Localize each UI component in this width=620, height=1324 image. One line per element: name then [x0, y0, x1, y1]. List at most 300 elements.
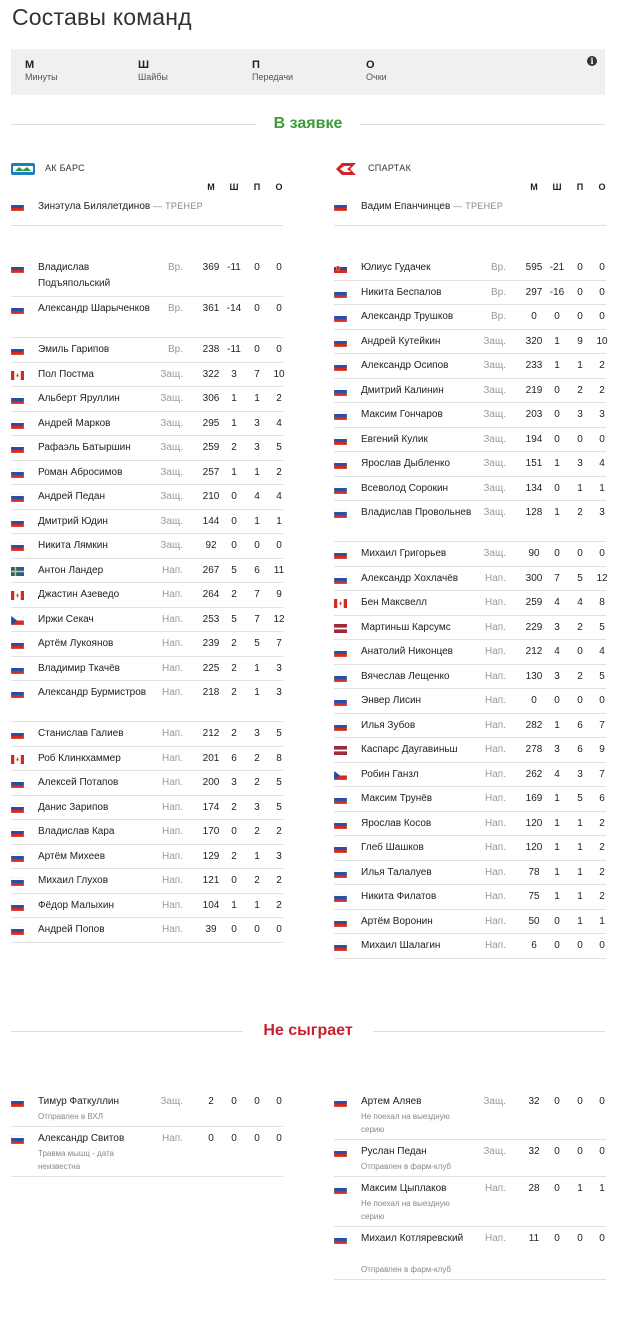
player-name[interactable]: Никита Беспалов: [361, 286, 442, 298]
flag-ru-icon: [11, 640, 24, 649]
player-row: [334, 452, 606, 477]
player-name[interactable]: Каспарс Даугавиньш: [361, 744, 458, 755]
player-name[interactable]: Тимур Фаткуллин: [38, 1096, 120, 1107]
section-roster-heading: В заявке: [266, 115, 351, 132]
flag-lv-icon: [334, 624, 347, 633]
player-name[interactable]: Александр Хохлачёв: [361, 572, 459, 584]
player-position: Нап.: [485, 1233, 506, 1244]
flag-ru-icon: [334, 313, 347, 322]
stat-minutes: 267: [202, 564, 220, 576]
stat-goals: 3: [554, 621, 560, 633]
col-header-assists: П: [253, 182, 261, 192]
stat-points: 3: [276, 850, 282, 862]
stat-points: 0: [599, 940, 605, 951]
stat-points: 10: [273, 368, 285, 380]
player-name[interactable]: Рафаэль Батыршин: [38, 442, 131, 453]
player-row: [334, 714, 606, 739]
flag-ru-icon: [11, 689, 24, 698]
stat-points: 7: [276, 638, 282, 649]
stat-assists: 7: [254, 368, 260, 380]
player-position: Вр.: [167, 303, 183, 314]
stat-goals: 1: [554, 507, 560, 518]
player-row: [334, 836, 606, 861]
player-position: Нап.: [485, 817, 506, 829]
stat-goals: 3: [554, 744, 560, 755]
player-name[interactable]: Данис Зарипов: [38, 801, 109, 813]
stat-minutes: 200: [202, 777, 220, 788]
flag-ru-icon: [334, 697, 347, 706]
stat-goals: -11: [227, 344, 241, 355]
flag-sk-icon: [334, 264, 347, 273]
player-position: Защ.: [160, 442, 183, 453]
player-row: [11, 845, 283, 870]
stat-points: 5: [276, 801, 282, 813]
stat-points: 2: [276, 899, 282, 911]
stat-minutes: 32: [528, 1146, 540, 1157]
stat-column-headers: [200, 182, 290, 194]
player-row: [334, 763, 606, 788]
stat-points: 12: [596, 572, 608, 584]
player-position: Защ.: [160, 540, 183, 551]
stat-assists: 2: [254, 777, 260, 788]
player-name[interactable]: Анатолий Никонцев: [361, 646, 453, 657]
player-position: Нап.: [162, 589, 183, 600]
stat-assists: 1: [577, 842, 583, 853]
flag-ru-icon: [11, 1098, 24, 1107]
flag-ru-icon: [11, 730, 24, 739]
stat-assists: 3: [254, 442, 260, 453]
flag-ru-icon: [334, 1235, 347, 1244]
stat-assists: 3: [577, 768, 583, 780]
player-row: [334, 501, 606, 542]
flag-ru-icon: [11, 779, 24, 788]
player-position: Нап.: [485, 768, 506, 780]
stat-goals: 4: [554, 768, 560, 780]
flag-ru-icon: [334, 869, 347, 878]
player-position: Нап.: [485, 744, 506, 755]
player-row: [334, 591, 606, 616]
player-position: Вр.: [167, 262, 183, 273]
stat-points: 0: [599, 695, 605, 706]
stat-points: 0: [276, 303, 282, 314]
flag-ru-icon: [11, 518, 24, 527]
flag-ru-icon: [334, 844, 347, 853]
stat-points: 0: [599, 1096, 605, 1107]
player-name[interactable]: Всеволод Сорокин: [361, 482, 449, 494]
stat-assists: 0: [254, 262, 260, 273]
stat-assists: 7: [254, 613, 260, 625]
stat-goals: 1: [554, 719, 560, 731]
stat-goals: 6: [231, 752, 237, 764]
flag-ru-icon: [11, 804, 24, 813]
player-name[interactable]: Владимир Ткачёв: [38, 662, 120, 674]
player-row: [11, 1127, 283, 1177]
coach-name[interactable]: Вадим Епанчинцев: [361, 201, 451, 212]
stat-points: 0: [599, 262, 605, 273]
section-roster: [11, 113, 605, 135]
stat-goals: 0: [554, 1233, 560, 1244]
stat-goals: 0: [554, 384, 560, 396]
stat-points: 2: [599, 384, 605, 396]
player-name[interactable]: Александр Свитов: [38, 1133, 125, 1144]
stat-assists: 1: [577, 360, 583, 371]
player-name[interactable]: Никита Филатов: [361, 891, 437, 902]
player-row: [334, 1140, 606, 1177]
stat-minutes: 259: [525, 597, 543, 608]
player-name[interactable]: Максим Гончаров: [361, 409, 443, 420]
player-row: [11, 510, 283, 535]
stat-points: 2: [599, 360, 605, 371]
player-name[interactable]: Андрей Попов: [38, 924, 105, 935]
stat-assists: 2: [577, 507, 583, 518]
stat-assists: 6: [577, 744, 583, 755]
col-header-minutes: М: [530, 182, 538, 192]
player-name[interactable]: Дмитрий Калинин: [361, 384, 444, 396]
flag-ca-icon: [11, 755, 24, 764]
team-name: АК БАРС: [45, 163, 85, 173]
coach-role: ТРЕНЕР: [465, 201, 504, 211]
player-row: [334, 256, 606, 281]
player-position: Защ.: [483, 335, 506, 347]
player-name[interactable]: Евгений Кулик: [361, 433, 428, 445]
stat-assists: 1: [577, 915, 583, 927]
player-position: Вр.: [167, 344, 183, 355]
player-name[interactable]: Владислав Провольнев: [361, 507, 472, 518]
stat-assists: 2: [254, 826, 260, 837]
player-position: Нап.: [485, 915, 506, 927]
player-row: [334, 1227, 606, 1280]
stat-goals: 1: [231, 466, 237, 478]
stat-goals: 0: [231, 515, 237, 527]
stat-minutes: 11: [528, 1233, 540, 1244]
stat-minutes: 595: [525, 262, 543, 273]
player-name[interactable]: Михаил Григорьев: [361, 548, 447, 559]
stat-points: 3: [599, 507, 605, 518]
player-row: [11, 918, 283, 943]
stat-minutes: 210: [202, 491, 220, 502]
player-row: [334, 403, 606, 428]
player-name[interactable]: Антон Ландер: [38, 564, 104, 576]
stat-assists: 0: [577, 262, 583, 273]
player-name[interactable]: Энвер Лисин: [361, 695, 422, 706]
player-name[interactable]: Артём Михеев: [38, 850, 106, 862]
coach-name[interactable]: Зинэтула Билялетдинов: [38, 201, 151, 212]
flag-ru-icon: [11, 493, 24, 502]
player-name[interactable]: Фёдор Малыхин: [38, 899, 115, 911]
stat-minutes: 219: [525, 384, 543, 396]
stat-minutes: 121: [202, 875, 220, 886]
stat-minutes: 151: [525, 458, 543, 469]
player-row: [11, 436, 283, 461]
stat-assists: 1: [254, 850, 260, 862]
stat-minutes: 75: [528, 891, 540, 902]
stat-points: 1: [276, 515, 282, 527]
player-row: [11, 1090, 283, 1127]
player-row: [11, 559, 283, 584]
stat-points: 3: [599, 409, 605, 420]
stat-points: 9: [599, 744, 605, 755]
stat-goals: 4: [554, 646, 560, 657]
legend-label: Шайбы: [138, 72, 168, 82]
stat-minutes: 369: [202, 262, 220, 273]
stat-assists: 0: [254, 303, 260, 314]
player-status-note: Отправлен в ВХЛ: [38, 1112, 103, 1121]
player-position: Нап.: [485, 695, 506, 706]
stat-goals: 0: [554, 915, 560, 927]
player-position: Защ.: [483, 548, 506, 559]
player-name[interactable]: Максим Цыплаков: [361, 1183, 447, 1194]
stat-assists: 0: [577, 311, 583, 322]
player-position: Защ.: [160, 515, 183, 527]
player-name[interactable]: Бен Максвелл: [361, 597, 428, 608]
player-row: [334, 934, 606, 959]
stat-points: 4: [276, 491, 282, 502]
player-row: [334, 542, 606, 567]
stat-points: 0: [276, 262, 282, 273]
missing-list-spartak: [334, 1090, 606, 1280]
player-position: Нап.: [162, 777, 183, 788]
stat-goals: -16: [549, 286, 565, 298]
player-position: Нап.: [485, 842, 506, 853]
player-position: Нап.: [162, 826, 183, 837]
player-name[interactable]: Илья Зубов: [361, 719, 416, 731]
stat-goals: 0: [231, 875, 237, 886]
player-name[interactable]: Станислав Галиев: [38, 728, 124, 739]
stat-minutes: 170: [202, 826, 220, 837]
player-position: Нап.: [485, 670, 506, 682]
stat-assists: 1: [254, 662, 260, 674]
stat-assists: 3: [254, 417, 260, 429]
player-name[interactable]: Робин Ганзл: [361, 768, 419, 780]
player-position: Нап.: [485, 719, 506, 731]
player-name[interactable]: Вячеслав Лещенко: [361, 670, 450, 682]
player-position: Защ.: [160, 393, 183, 404]
player-row: [334, 281, 606, 306]
stat-points: 0: [599, 548, 605, 559]
stat-minutes: 297: [525, 286, 543, 298]
player-name[interactable]: Александр Бурмистров: [38, 687, 147, 698]
stat-goals: 1: [554, 817, 560, 829]
player-name[interactable]: Михаил Глухов: [38, 875, 109, 886]
player-name[interactable]: Андрей Кутейкин: [361, 335, 441, 347]
player-row: [11, 534, 283, 559]
player-position: Нап.: [485, 646, 506, 657]
stat-goals: 2: [231, 638, 237, 649]
player-name[interactable]: Руслан Педан: [361, 1146, 427, 1157]
legend-key: Ш: [138, 59, 150, 71]
player-name[interactable]: Владислав Подъяпольский: [38, 262, 111, 289]
legend-item-assists: [252, 59, 293, 84]
stat-assists: 3: [577, 409, 583, 420]
legend-key: П: [252, 59, 260, 71]
legend-item-points: [366, 59, 387, 84]
player-position: Нап.: [485, 597, 506, 608]
player-position: Защ.: [483, 360, 506, 371]
player-status-note: Не поехал на выездную серию: [361, 1112, 450, 1134]
stat-minutes: 229: [525, 621, 543, 633]
player-row: [334, 1090, 606, 1140]
stat-goals: 1: [554, 793, 560, 804]
stat-goals: 2: [231, 589, 237, 600]
stat-minutes: 129: [202, 850, 220, 862]
flag-ru-icon: [334, 202, 347, 211]
player-name[interactable]: Мартиньш Карсумс: [361, 621, 451, 633]
player-name[interactable]: Александр Трушков: [361, 311, 454, 322]
player-name[interactable]: Максим Трунёв: [361, 793, 433, 804]
player-name[interactable]: Михаил Шалагин: [361, 940, 441, 951]
player-row: [11, 608, 283, 633]
stat-minutes: 295: [202, 417, 220, 429]
player-name[interactable]: Пол Постма: [38, 368, 94, 380]
player-name[interactable]: Артём Лукоянов: [38, 638, 114, 649]
player-row: [334, 379, 606, 404]
stat-goals: 2: [231, 662, 237, 674]
stat-minutes: 28: [528, 1183, 540, 1194]
flag-ru-icon: [11, 853, 24, 862]
player-row: [334, 738, 606, 763]
player-name[interactable]: Роман Абросимов: [38, 466, 123, 478]
player-name[interactable]: Ярослав Косов: [361, 817, 432, 829]
player-name[interactable]: Роб Клинкхаммер: [38, 752, 121, 764]
stat-minutes: 2: [208, 1096, 214, 1107]
player-name[interactable]: Андрей Марков: [38, 417, 111, 429]
stat-assists: 9: [577, 335, 583, 347]
player-row: [334, 665, 606, 690]
stat-assists: 1: [577, 817, 583, 829]
player-name[interactable]: Алексей Потапов: [38, 777, 119, 788]
section-missing: [11, 1020, 605, 1042]
stat-goals: 0: [554, 482, 560, 494]
player-name[interactable]: Михаил Котляревский: [361, 1233, 464, 1244]
info-icon[interactable]: i: [587, 56, 597, 66]
col-header-points: О: [598, 182, 606, 192]
stat-minutes: 0: [531, 311, 537, 322]
col-header-goals: Ш: [229, 182, 239, 192]
player-position: Нап.: [162, 850, 183, 862]
player-name[interactable]: Никита Лямкин: [38, 540, 108, 551]
stat-goals: 0: [554, 433, 560, 445]
stat-goals: 0: [554, 1183, 560, 1194]
player-row: [334, 787, 606, 812]
player-name[interactable]: Джастин Азеведо: [38, 589, 120, 600]
flag-ru-icon: [334, 460, 347, 469]
stat-points: 0: [276, 344, 282, 355]
player-list-ak-bars: [11, 256, 283, 943]
player-name[interactable]: Артем Аляев: [361, 1096, 422, 1107]
coach-name-line: [38, 200, 203, 213]
player-name[interactable]: Ярослав Дыбленко: [361, 458, 451, 469]
player-name[interactable]: Юлиус Гудачек: [361, 262, 431, 273]
flag-ru-icon: [334, 673, 347, 682]
stat-assists: 0: [577, 646, 583, 657]
player-row: [11, 632, 283, 657]
stat-minutes: 282: [525, 719, 543, 731]
stat-assists: 1: [577, 482, 583, 494]
player-name[interactable]: Илья Талалуев: [361, 866, 432, 878]
player-name[interactable]: Иржи Секач: [38, 613, 94, 625]
stat-minutes: 0: [531, 695, 537, 706]
player-row: [334, 567, 606, 592]
stat-minutes: 264: [202, 589, 220, 600]
flag-ru-icon: [11, 420, 24, 429]
player-name[interactable]: Александр Осипов: [361, 360, 449, 371]
stat-assists: 4: [577, 597, 583, 608]
flag-ru-icon: [334, 387, 347, 396]
flag-ca-icon: [334, 599, 347, 608]
player-position: Нап.: [162, 801, 183, 813]
stat-goals: 1: [554, 842, 560, 853]
flag-ru-icon: [11, 902, 24, 911]
stat-assists: 7: [254, 589, 260, 600]
legend-label: Очки: [366, 72, 387, 82]
coach-role: ТРЕНЕР: [165, 201, 203, 211]
stat-assists: 3: [577, 458, 583, 469]
stat-points: 5: [276, 728, 282, 739]
stat-assists: 2: [254, 752, 260, 764]
stat-points: 0: [276, 540, 282, 551]
player-position: Нап.: [162, 687, 183, 698]
stat-assists: 2: [577, 384, 583, 396]
player-row: [334, 812, 606, 837]
player-name[interactable]: Владислав Кара: [38, 826, 115, 837]
player-status-note: Травма мышц - дата неизвестна: [38, 1149, 114, 1171]
stat-goals: 0: [231, 1096, 237, 1107]
stat-minutes: 201: [202, 752, 220, 764]
stat-minutes: 322: [202, 368, 220, 380]
player-status-note: Не поехал на выездную серию: [361, 1199, 450, 1221]
flag-ru-icon: [334, 338, 347, 347]
player-row: [334, 330, 606, 355]
player-row: [11, 297, 283, 338]
stat-points: 7: [599, 768, 605, 780]
player-name[interactable]: Андрей Педан: [38, 491, 105, 502]
player-position: Защ.: [160, 1096, 183, 1107]
stat-points: 8: [276, 752, 282, 764]
stat-minutes: 128: [525, 507, 543, 518]
stat-assists: 1: [254, 393, 260, 404]
player-name[interactable]: Артём Воронин: [361, 915, 433, 927]
stat-goals: 3: [231, 777, 237, 788]
player-name[interactable]: Глеб Шашков: [361, 842, 424, 853]
legend-label: Минуты: [25, 72, 58, 82]
stat-assists: 0: [254, 924, 260, 935]
flag-ca-icon: [11, 371, 24, 380]
player-name[interactable]: Дмитрий Юдин: [38, 515, 108, 527]
stat-points: 0: [276, 924, 282, 935]
player-position: Нап.: [485, 891, 506, 902]
stat-goals: 2: [231, 801, 237, 813]
player-row: [11, 412, 283, 437]
player-position: Защ.: [483, 384, 506, 396]
stat-minutes: 50: [528, 915, 540, 927]
player-name[interactable]: Альберт Яруллин: [38, 393, 120, 404]
stat-minutes: 120: [525, 817, 543, 829]
stat-minutes: 120: [525, 842, 543, 853]
player-name[interactable]: Эмиль Гарипов: [38, 344, 110, 355]
stat-goals: 5: [231, 564, 237, 576]
legend-item-minutes: [25, 59, 58, 84]
coach-row: [334, 198, 606, 226]
stat-goals: 1: [231, 899, 237, 911]
player-position: Нап.: [485, 1183, 506, 1194]
flag-ru-icon: [334, 918, 347, 927]
stat-goals: -14: [226, 303, 242, 314]
player-row: [334, 477, 606, 502]
stat-assists: 2: [577, 621, 583, 633]
stat-assists: 0: [254, 540, 260, 551]
player-name[interactable]: Александр Шарыченков: [38, 303, 150, 314]
missing-list-ak-bars: [11, 1090, 283, 1177]
